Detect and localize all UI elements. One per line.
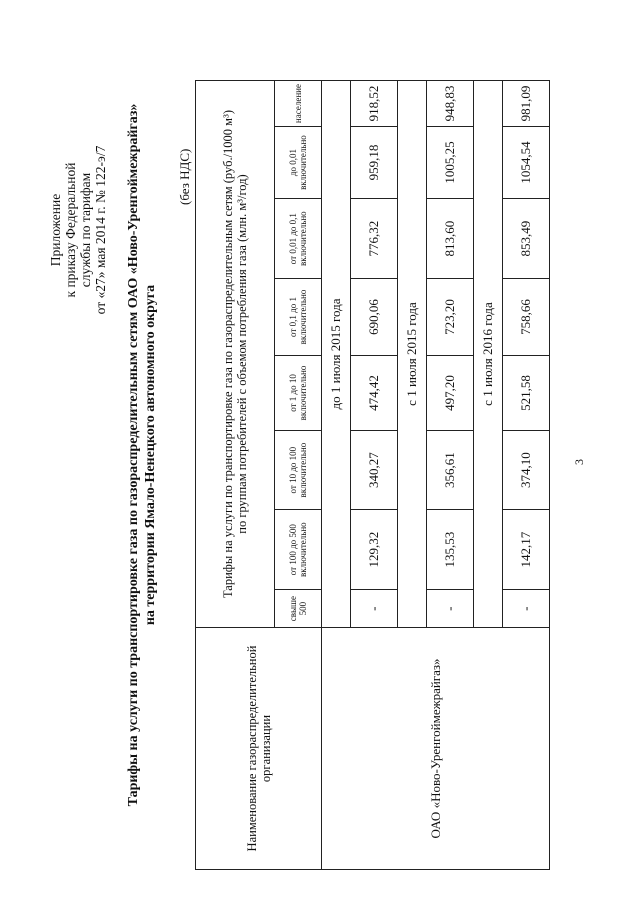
appendix-line-1: Приложение: [48, 193, 63, 267]
group-header: от 1 до 10 включительно: [275, 355, 322, 431]
tariff-value: 1054,54: [503, 127, 550, 199]
tariff-value: 1005,25: [427, 127, 474, 199]
tariff-value: 690,06: [351, 279, 398, 355]
tariff-value: 813,60: [427, 199, 474, 279]
table-header-row: [196, 81, 275, 870]
period-label: до 1 июля 2015 года: [322, 81, 351, 628]
org-name-cell: ОАО «Ново-Уренгоймежрайгаз»: [322, 628, 550, 870]
group-header: от 10 до 100 включительно: [275, 431, 322, 510]
tariff-header-line-1: Тарифы на услуги по транспортировке газа по газораспределительным сетям (руб./1000 м³): [221, 109, 235, 599]
appendix-header: [48, 100, 108, 360]
group-header: население: [275, 81, 322, 127]
tariff-column-header: [196, 81, 275, 628]
tariff-value: 521,58: [503, 355, 550, 431]
appendix-line-2: к приказу Федеральной: [63, 162, 78, 298]
tariff-value: 142,17: [503, 510, 550, 590]
tariff-value: 758,66: [503, 279, 550, 355]
tariff-value: 374,10: [503, 431, 550, 510]
appendix-line-4: от «27» мая 2014 г. № 122-э/7: [93, 145, 108, 315]
document-title: [125, 85, 159, 825]
period-label: с 1 июля 2015 года: [398, 81, 427, 628]
tariff-value: -: [351, 590, 398, 628]
appendix-line-3: службы по тарифам: [78, 172, 93, 288]
group-header: от 0,01 до 0,1 включительно: [275, 199, 322, 279]
tariff-value: 340,27: [351, 431, 398, 510]
group-header: свыше 500: [275, 590, 322, 628]
group-header: до 0,01 включительно: [275, 127, 322, 199]
tariff-value: 356,61: [427, 431, 474, 510]
group-header: от 100 до 500 включительно: [275, 510, 322, 590]
tariff-value: -: [503, 590, 550, 628]
tariff-table: [195, 80, 550, 870]
page-number: 3: [572, 459, 586, 465]
title-line-1: Тарифы на услуги по транспортировке газа по газораспределительным сетям ОАО «Ново-Уренгоймежрайгаз»: [126, 103, 141, 807]
vat-note: (без НДС): [177, 148, 192, 205]
title-line-2: на территории Ямало-Ненецкого автономного округа: [143, 284, 158, 626]
tariff-value: 474,42: [351, 355, 398, 431]
tariff-value: 853,49: [503, 199, 550, 279]
group-header: от 0,1 до 1 включительно: [275, 279, 322, 355]
tariff-value: 948,83: [427, 81, 474, 127]
period-row: [322, 81, 351, 870]
tariff-value: 497,20: [427, 355, 474, 431]
tariff-value: 918,52: [351, 81, 398, 127]
tariff-value: 135,53: [427, 510, 474, 590]
tariff-value: 129,32: [351, 510, 398, 590]
period-label: с 1 июля 2016 года: [474, 81, 503, 628]
tariff-header-line-2: по группам потребителей с объемом потребления газа (млн. м³/год): [235, 174, 249, 534]
tariff-value: -: [427, 590, 474, 628]
tariff-value: 776,32: [351, 199, 398, 279]
tariff-value: 981,09: [503, 81, 550, 127]
org-column-header: Наименование газораспределительной организации: [196, 628, 322, 870]
tariff-value: 723,20: [427, 279, 474, 355]
tariff-value: 959,18: [351, 127, 398, 199]
